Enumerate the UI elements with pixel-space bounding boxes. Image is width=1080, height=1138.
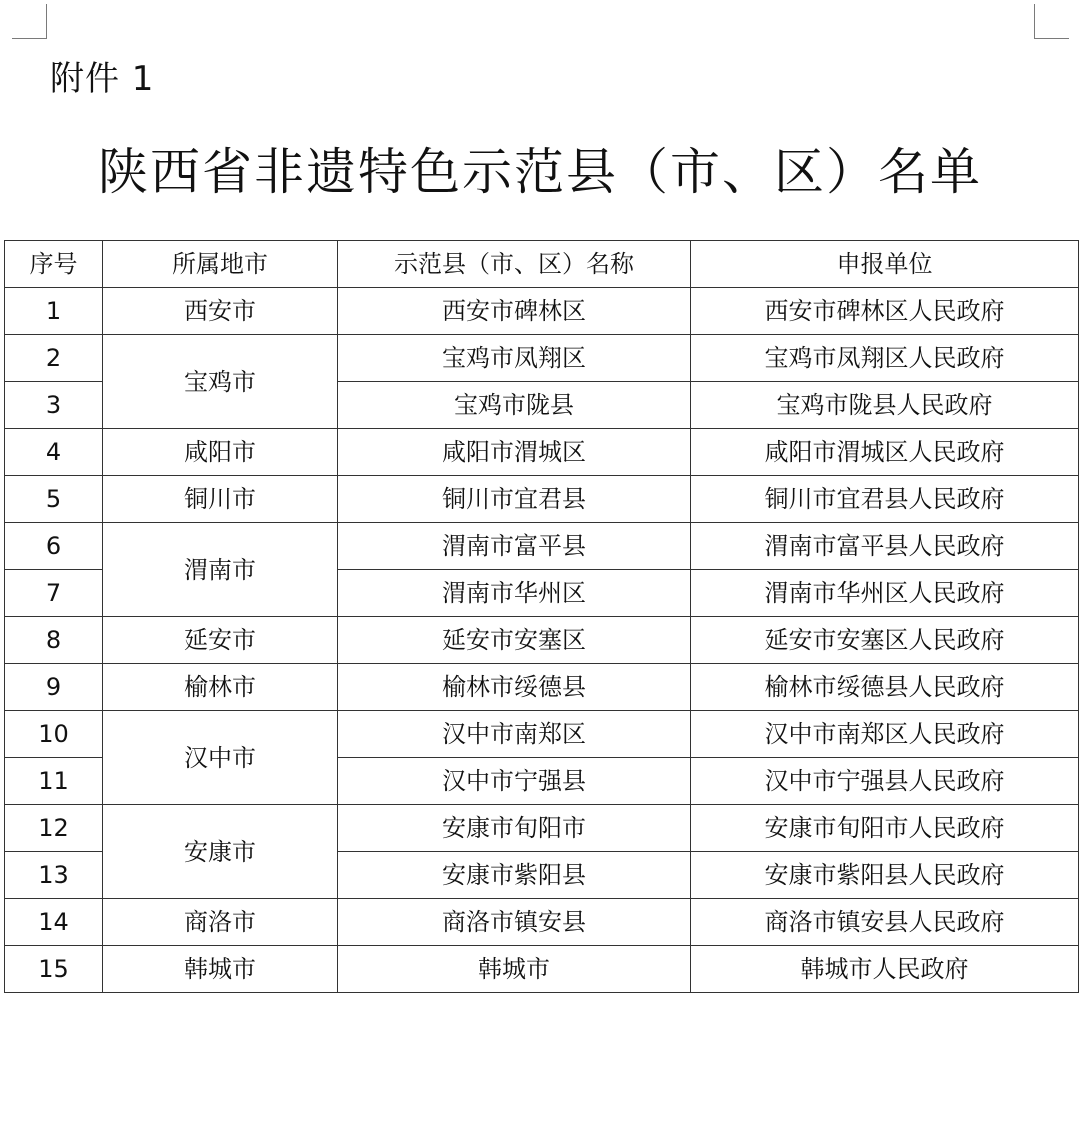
applicant-unit-cell: 安康市紫阳县人民政府 xyxy=(691,852,1079,899)
table-row xyxy=(5,476,1079,523)
serial-number-cell: 6 xyxy=(5,523,103,570)
applicant-unit-cell: 渭南市富平县人民政府 xyxy=(691,523,1079,570)
county-name-cell: 汉中市宁强县 xyxy=(338,758,691,805)
table-row xyxy=(5,335,1079,382)
header-county-name: 示范县（市、区）名称 xyxy=(338,241,691,288)
table-row xyxy=(5,946,1079,993)
city-cell: 商洛市 xyxy=(103,899,338,946)
county-name-cell: 韩城市 xyxy=(338,946,691,993)
table-row xyxy=(5,523,1079,570)
applicant-unit-cell: 咸阳市渭城区人民政府 xyxy=(691,429,1079,476)
serial-number-cell: 11 xyxy=(5,758,103,805)
crop-mark-top-left xyxy=(12,4,47,39)
county-name-cell: 渭南市富平县 xyxy=(338,523,691,570)
applicant-unit-cell: 铜川市宜君县人民政府 xyxy=(691,476,1079,523)
county-name-cell: 宝鸡市凤翔区 xyxy=(338,335,691,382)
serial-number-cell: 9 xyxy=(5,664,103,711)
attachment-label: 附件 1 xyxy=(50,59,155,99)
header-serial-number: 序号 xyxy=(5,241,103,288)
city-cell: 榆林市 xyxy=(103,664,338,711)
county-name-cell: 铜川市宜君县 xyxy=(338,476,691,523)
serial-number-cell: 4 xyxy=(5,429,103,476)
county-name-cell: 汉中市南郑区 xyxy=(338,711,691,758)
city-cell: 宝鸡市 xyxy=(103,335,338,429)
city-cell: 汉中市 xyxy=(103,711,338,805)
county-name-cell: 西安市碑林区 xyxy=(338,288,691,335)
table-row xyxy=(5,288,1079,335)
header-city: 所属地市 xyxy=(103,241,338,288)
table-header-row xyxy=(5,241,1079,288)
county-name-cell: 宝鸡市陇县 xyxy=(338,382,691,429)
applicant-unit-cell: 商洛市镇安县人民政府 xyxy=(691,899,1079,946)
county-name-cell: 延安市安塞区 xyxy=(338,617,691,664)
applicant-unit-cell: 汉中市南郑区人民政府 xyxy=(691,711,1079,758)
demonstration-county-table xyxy=(4,240,1079,993)
serial-number-cell: 1 xyxy=(5,288,103,335)
applicant-unit-cell: 韩城市人民政府 xyxy=(691,946,1079,993)
city-cell: 安康市 xyxy=(103,805,338,899)
applicant-unit-cell: 安康市旬阳市人民政府 xyxy=(691,805,1079,852)
crop-mark-top-right xyxy=(1034,4,1069,39)
serial-number-cell: 10 xyxy=(5,711,103,758)
serial-number-cell: 15 xyxy=(5,946,103,993)
table-row xyxy=(5,899,1079,946)
serial-number-cell: 8 xyxy=(5,617,103,664)
city-cell: 韩城市 xyxy=(103,946,338,993)
city-cell: 延安市 xyxy=(103,617,338,664)
city-cell: 咸阳市 xyxy=(103,429,338,476)
serial-number-cell: 14 xyxy=(5,899,103,946)
applicant-unit-cell: 宝鸡市凤翔区人民政府 xyxy=(691,335,1079,382)
table-row xyxy=(5,711,1079,758)
applicant-unit-cell: 延安市安塞区人民政府 xyxy=(691,617,1079,664)
city-cell: 渭南市 xyxy=(103,523,338,617)
table-row xyxy=(5,664,1079,711)
serial-number-cell: 13 xyxy=(5,852,103,899)
serial-number-cell: 5 xyxy=(5,476,103,523)
serial-number-cell: 7 xyxy=(5,570,103,617)
document-title: 陕西省非遗特色示范县（市、区）名单 xyxy=(98,143,982,201)
county-name-cell: 咸阳市渭城区 xyxy=(338,429,691,476)
county-name-cell: 榆林市绥德县 xyxy=(338,664,691,711)
applicant-unit-cell: 西安市碑林区人民政府 xyxy=(691,288,1079,335)
county-name-cell: 安康市紫阳县 xyxy=(338,852,691,899)
city-cell: 西安市 xyxy=(103,288,338,335)
table-body xyxy=(5,288,1079,993)
table-row xyxy=(5,617,1079,664)
city-cell: 铜川市 xyxy=(103,476,338,523)
county-name-cell: 商洛市镇安县 xyxy=(338,899,691,946)
applicant-unit-cell: 宝鸡市陇县人民政府 xyxy=(691,382,1079,429)
county-name-cell: 渭南市华州区 xyxy=(338,570,691,617)
serial-number-cell: 12 xyxy=(5,805,103,852)
serial-number-cell: 2 xyxy=(5,335,103,382)
header-applicant-unit: 申报单位 xyxy=(691,241,1079,288)
county-name-cell: 安康市旬阳市 xyxy=(338,805,691,852)
serial-number-cell: 3 xyxy=(5,382,103,429)
applicant-unit-cell: 渭南市华州区人民政府 xyxy=(691,570,1079,617)
applicant-unit-cell: 榆林市绥德县人民政府 xyxy=(691,664,1079,711)
applicant-unit-cell: 汉中市宁强县人民政府 xyxy=(691,758,1079,805)
table-row xyxy=(5,805,1079,852)
table-row xyxy=(5,429,1079,476)
